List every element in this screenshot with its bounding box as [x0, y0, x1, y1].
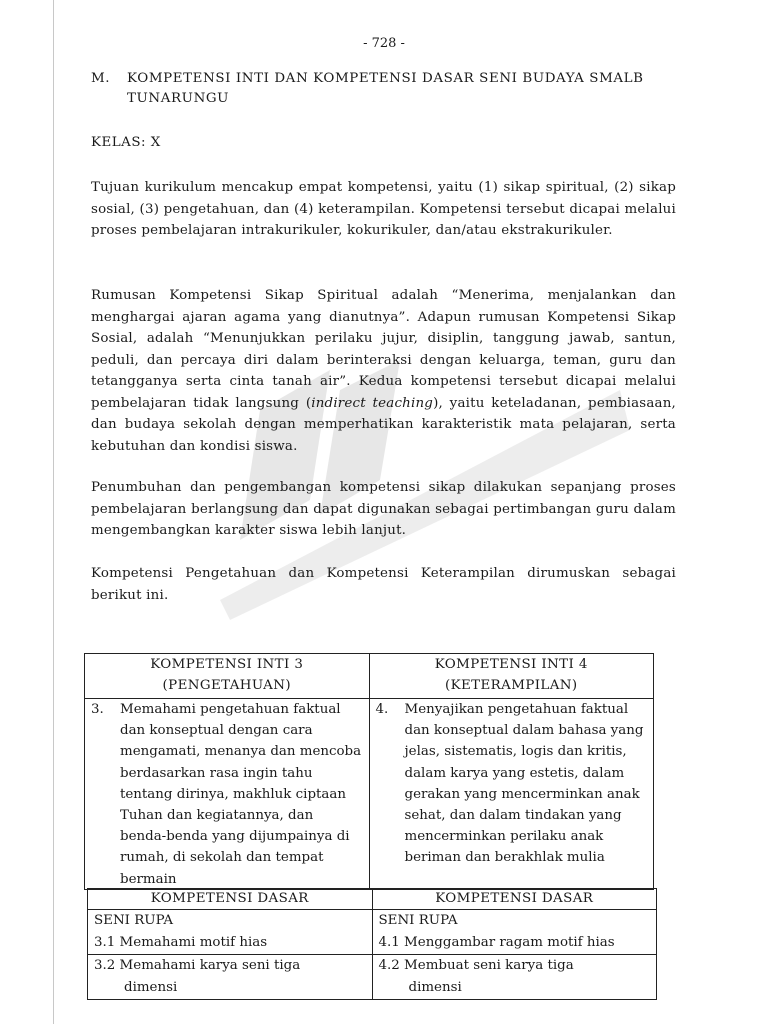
competency-text-continued: dimensi [124, 980, 178, 995]
item-number: 4. [375, 702, 389, 717]
paragraph-text: ), yaitu keteladanan, pembiasaan, dan budaya sekolah dengan memperhatikan karakteristik mata pelajaran, serta kebutuhan dan kondisi siswa. [91, 395, 677, 454]
header-line: KOMPETENSI INTI 4 [434, 657, 588, 672]
table-header-row [85, 654, 654, 699]
item-text: Menyajikan pengetahuan faktual dan konseptual dalam bahasa yang jelas, sistematis, logis dan kritis, dalam karya yang estetis, dalam gerakan yang mencerminkan anak sehat, dan dalam tindakan yang mencerminkan perilaku anak beriman dan berakhlak mulia [404, 702, 644, 866]
paragraph-attitude-development: Penumbuhan dan pengembangan kompetensi sikap dilakukan sepanjang proses pembelajaran berlangsung dan dapat digunakan sebagai pertimbangan guru dalam mengembangkan karakter siswa lebih lanjut. [91, 480, 676, 538]
table-row [88, 910, 657, 955]
core-competency-table [84, 653, 654, 890]
table-header-ki4 [369, 654, 654, 699]
competency-text-continued: dimensi [408, 980, 462, 995]
table-cell-ki4 [369, 699, 654, 890]
heading-line-1: KOMPETENSI INTI DAN KOMPETENSI DASAR SENI BUDAYA SMALB [127, 71, 644, 86]
class-label: KELAS: X [91, 135, 161, 150]
subject-label: SENI RUPA [378, 913, 458, 928]
table-header-kd-right: KOMPETENSI DASAR [372, 889, 657, 910]
section-heading [91, 69, 676, 109]
heading-line-2: TUNARUNGU [127, 91, 230, 106]
item-number: 3. [91, 702, 104, 717]
page-number: - 728 - [363, 36, 405, 51]
table-cell [88, 910, 373, 955]
page-border-line [53, 0, 54, 1024]
table-row [85, 699, 654, 890]
table-header-ki3 [85, 654, 370, 699]
table-cell [372, 955, 657, 1000]
header-line: KOMPETENSI INTI 3 [150, 657, 304, 672]
header-line: (KETERAMPILAN) [444, 678, 578, 693]
paragraph-text: Rumusan Kompetensi Sikap Spiritual adalah “Menerima, menjalankan dan menghargai ajaran agama yang dianutnya”. Adapun rumusan Kompetensi Sikap Sosial, adalah “Menunjukkan perilaku jujur, disiplin, tanggung jawab, santun, peduli, dan percaya diri dalam berinteraksi dengan keluarga, teman, guru dan tetangganya serta cinta tanah air”. Kedua kompetensi tersebut dicapai melalui pembelajaran tidak langsung ( [91, 288, 676, 411]
table-cell [372, 910, 657, 955]
table-cell [88, 955, 373, 1000]
table-header-kd-left: KOMPETENSI DASAR [88, 889, 373, 910]
paragraph-attitude-competency [91, 285, 676, 457]
subject-label: SENI RUPA [94, 913, 174, 928]
item-text: Memahami pengetahuan faktual dan konseptual dengan cara mengamati, menanya dan mencoba berdasarkan rasa ingin tahu tentang dirinya, makhluk ciptaan Tuhan dan kegiatannya, dan benda-benda yang dijumpainya di rumah, di sekolah dan tempat bermain [120, 702, 362, 887]
heading-letter: M. [91, 71, 111, 86]
table-cell-ki3 [85, 699, 370, 890]
header-line: (PENGETAHUAN) [162, 678, 291, 693]
paragraph-knowledge-skills-intro: Kompetensi Pengetahuan dan Kompetensi Keterampilan dirumuskan sebagai berikut ini. [91, 566, 676, 603]
competency-text: 4.1 Menggambar ragam motif hias [378, 935, 615, 950]
competency-text: 3.1 Memahami motif hias [94, 935, 268, 950]
competency-text: 4.2 Membuat seni karya tiga [378, 958, 574, 973]
table-header-row [88, 889, 657, 910]
list-item [370, 699, 654, 889]
italic-term: indirect teaching [311, 395, 434, 411]
paragraph-curriculum-goals: Tujuan kurikulum mencakup empat kompetensi, yaitu (1) sikap spiritual, (2) sikap sosial, (3) pengetahuan, dan (4) keterampilan. Kompetensi tersebut dicapai melalui proses pembelajaran intrakurikuler, kokurikuler, dan/atau ekstrakurikuler. [91, 180, 676, 238]
competency-text: 3.2 Memahami karya seni tiga [94, 958, 301, 973]
list-item [85, 699, 369, 889]
basic-competency-table [87, 888, 657, 1000]
table-row [88, 955, 657, 1000]
